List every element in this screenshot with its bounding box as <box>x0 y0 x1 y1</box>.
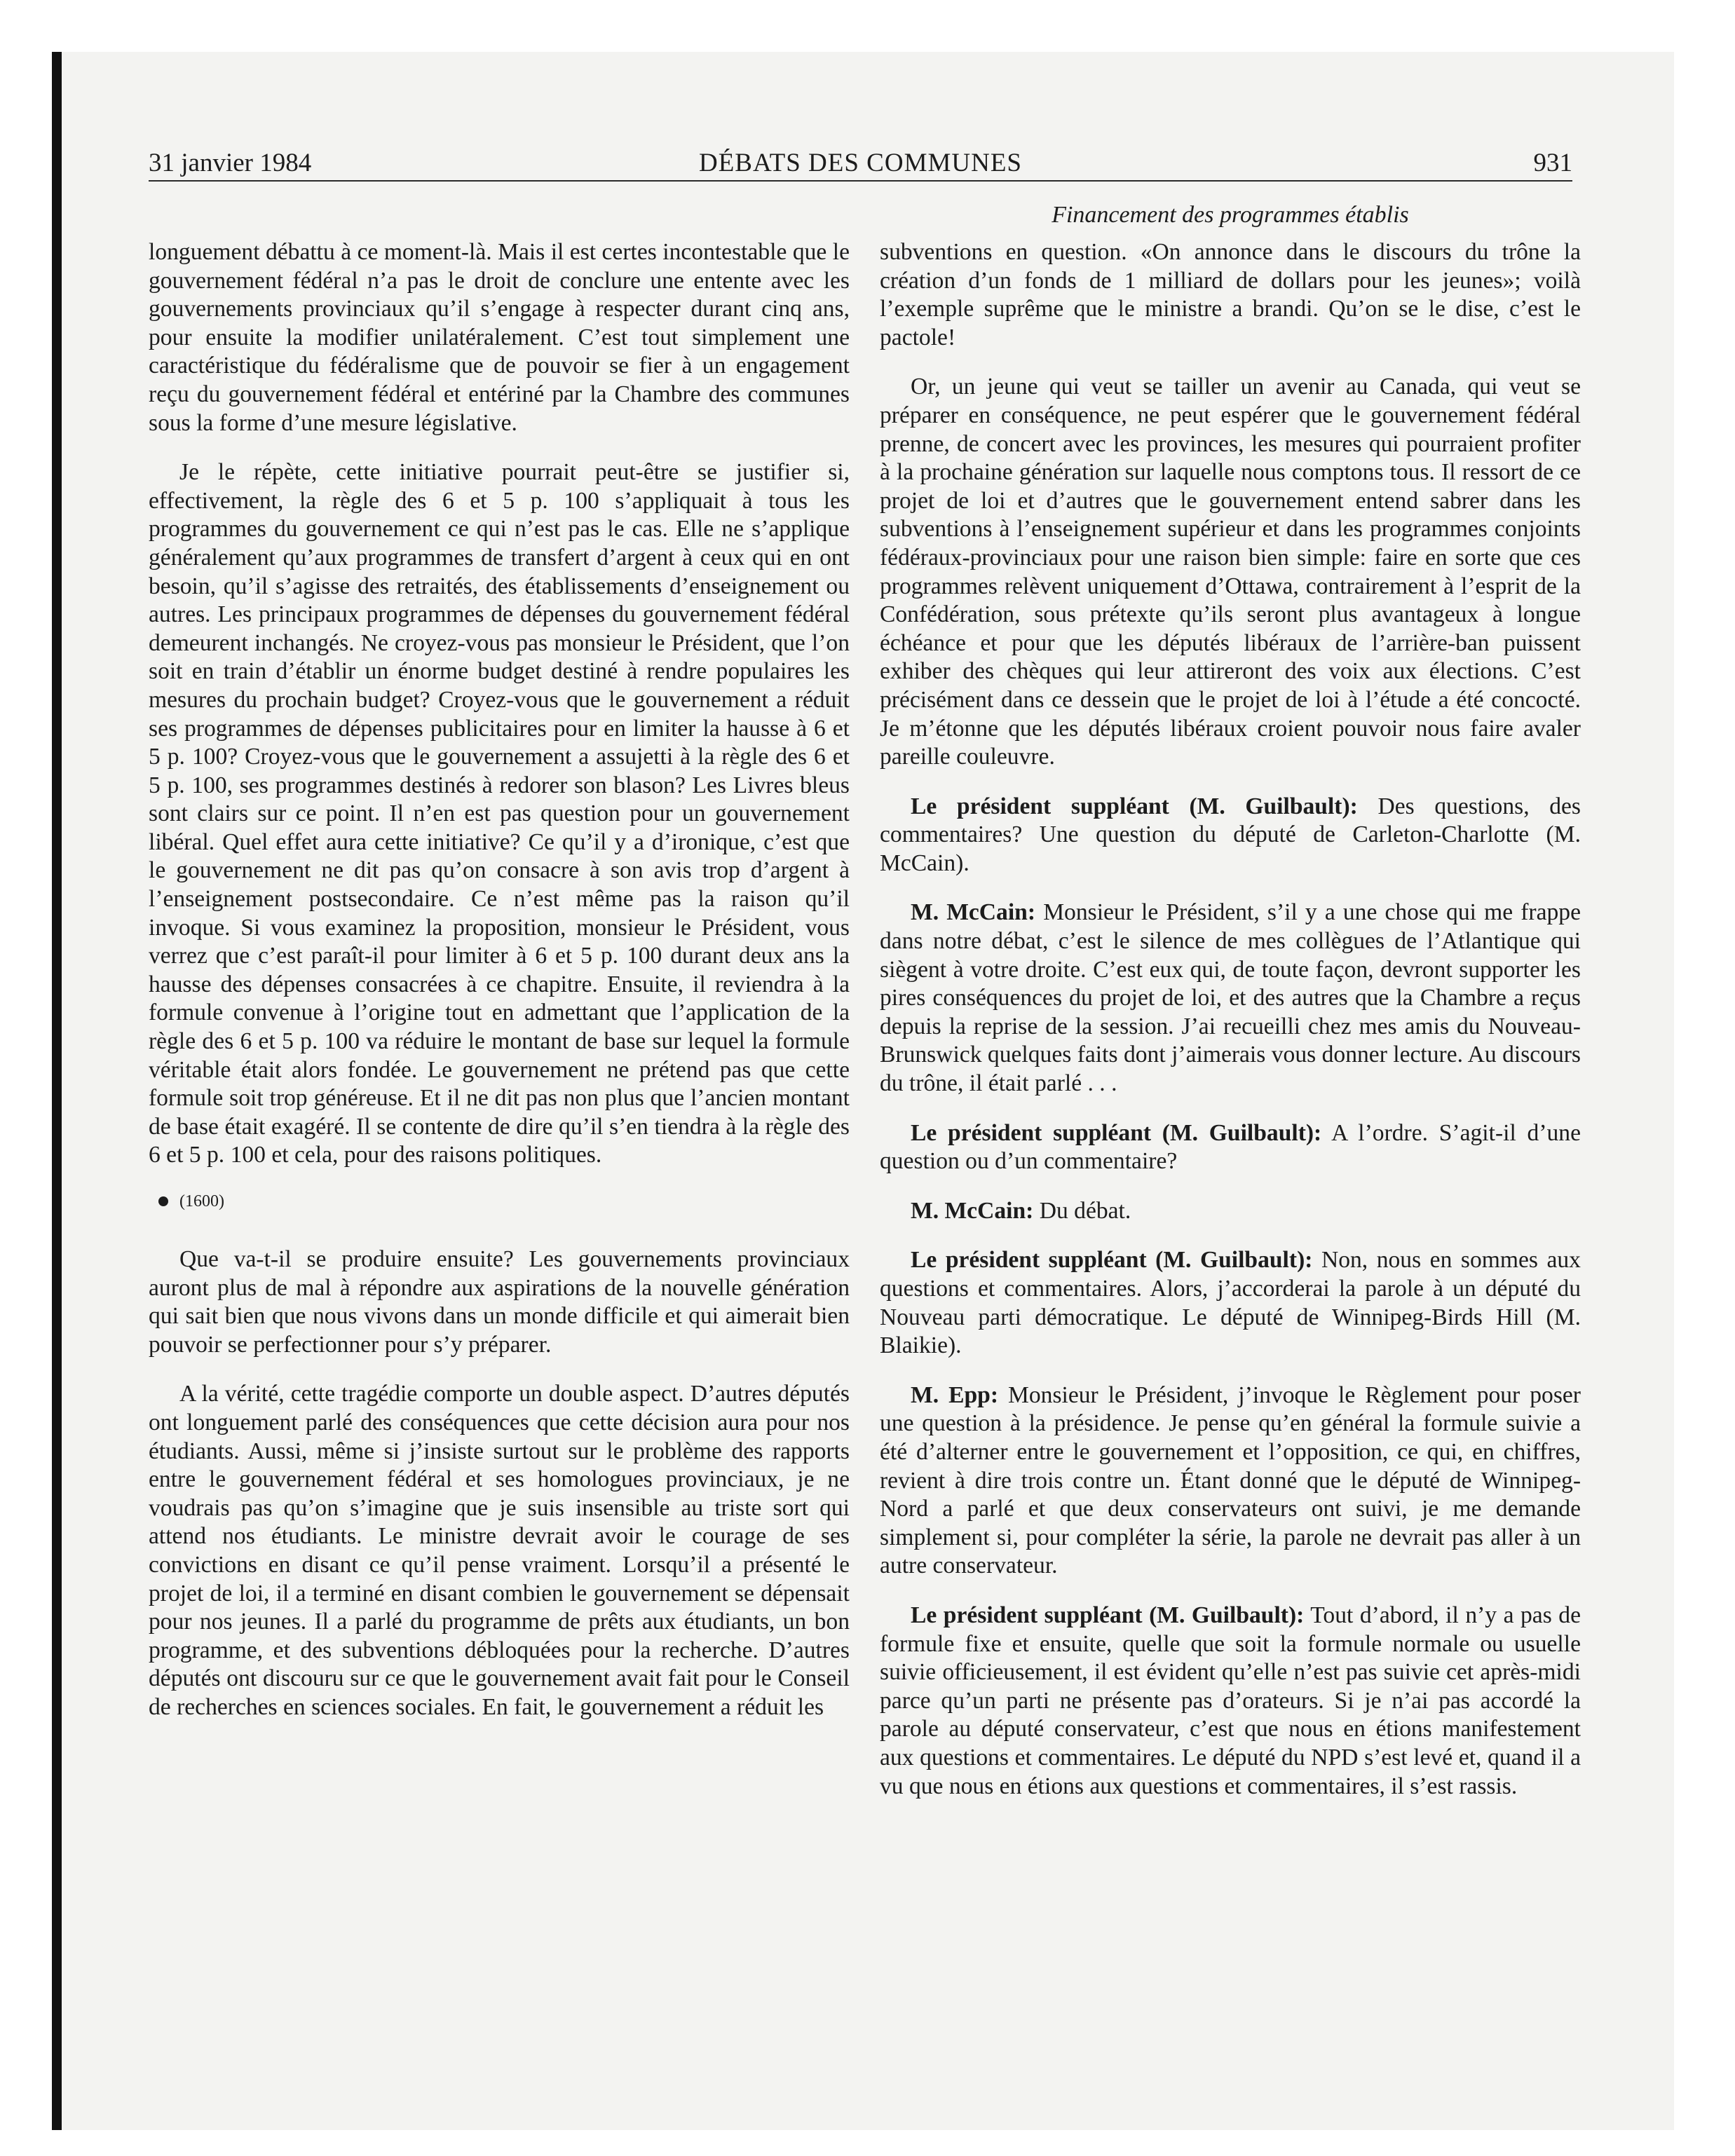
header-title: DÉBATS DES COMMUNES <box>698 149 1022 177</box>
speech-text: Du débat. <box>1039 1197 1131 1224</box>
speaker-name: Le président suppléant (M. Guilbault): <box>911 1247 1313 1274</box>
bullet-icon <box>158 1196 168 1206</box>
paragraph: longuement débattu à ce moment-là. Mais il est certes incontestable que le gouvernement fédéral n’a pas le droit de conclure une entente avec les gouvernements provinciaux qu’il s’engage à respecter durant cinq ans, pour ensuite la modifier unilatéralement. C’est tout simplement une caractéristique du fédéralisme que de pouvoir se fier à un engagement reçu du gouvernement fédéral et entériné par la Chambre des communes sous la forme d’une mesure législative. <box>149 239 850 436</box>
time-marker-label: (1600) <box>179 1192 224 1210</box>
speech-text: Monsieur le Président, s’il y a une chose qui me frappe dans notre débat, c’est le silence de mes collègues de l’Atlantique qui siègent à votre droite. C’est eux qui, de toute façon, devront supporter les pires conséquences du projet de loi, et des autres que la Chambre a reçus depuis la reprise de la session. J’ai recueilli chez mes amis du Nouveau-Brunswick quelques faits dont j’aimerais vous donner lecture. Au discours du trône, il était parlé . . . <box>880 899 1581 1097</box>
left-column <box>149 238 850 1743</box>
speech-text: Des questions, des commentaires? Une question du député de Carleton-Charlotte (M. McCain). <box>880 793 1581 876</box>
speaker-name: Le président suppléant (M. Guilbault): <box>911 1119 1322 1146</box>
paragraph: Or, un jeune qui veut se tailler un avenir au Canada, qui veut se préparer en conséquence, ne peut espérer que le gouvernement fédéral prenne, de concert avec les provinces, les mesures qui pourraient profiter à la prochaine génération sur laquelle nous comptons tous. Il ressort de ce projet de loi et d’autres que le gouvernement entend sabrer dans les subventions à l’enseignement supérieur et dans les programmes conjoints fédéraux-provinciaux pour une raison bien simple: faire en sorte que ces programmes relèvent uniquement d’Ottawa, contrairement à l’esprit de la Confédération, sous prétexte qu’ils seront plus avantageux à longue échéance et pour que les députés libéraux de l’arrière-ban puissent exhiber des chèques qui leur attireront des voix aux élections. C’est précisément dans ce dessein que le projet de loi à l’étude a été concocté. Je m’étonne que les députés libéraux croient pouvoir nous faire avaler pareille couleuvre. <box>880 374 1581 770</box>
speech <box>880 1197 1581 1226</box>
speaker-name: Le président suppléant (M. Guilbault): <box>911 793 1358 819</box>
time-marker <box>158 1191 850 1212</box>
speaker-name: M. Epp: <box>911 1381 999 1408</box>
speech <box>880 793 1581 878</box>
section-title: Financement des programmes établis <box>1052 202 1409 228</box>
speech-text: Monsieur le Président, j’invoque le Règlement pour poser une question à la présidence. Je pense qu’en général la formule suivie a été d’alterner entre le gouvernement et l’opposition, ce qui, en chiffres, revient à dire trois contre un. Étant donné que le député de Winnipeg-Nord a parlé et que deux conservateurs ont suivi, je me demande simplement si, pour compléter la série, la parole ne devrait pas aller à un autre conservateur. <box>880 1381 1581 1579</box>
speaker-name: Le président suppléant (M. Guilbault): <box>911 1602 1305 1628</box>
header-rule <box>149 180 1572 182</box>
speaker-name: M. McCain: <box>911 1197 1034 1224</box>
speech <box>880 1381 1581 1581</box>
speech-text: Non, nous en sommes aux questions et commentaires. Alors, j’accorderai la parole à un député du Nouveau parti démocratique. Le député de Winnipeg-Birds Hill (M. Blaikie). <box>880 1247 1581 1359</box>
header-date: 31 janvier 1984 <box>149 149 312 177</box>
speech <box>880 1246 1581 1360</box>
speech-text: Tout d’abord, il n’y a pas de formule fixe et ensuite, quelle que soit la formule normale ou usuelle suivie officieusement, il est évident qu’elle n’est pas suivie cet après-midi parce qu’un parti ne présente pas d’orateurs. Si je n’ai pas accordé la parole au député conservateur, c’est que nous en étions manifestement aux questions et commentaires. Le député du NPD s’est levé et, quand il a vu que nous en étions aux questions et commentaires, il s’est rassis. <box>880 1602 1581 1799</box>
paragraph: Que va-t-il se produire ensuite? Les gouvernements provinciaux auront plus de mal à répondre aux aspirations de la nouvelle génération qui sait bien que nous vivons dans un monde difficile et qui aimerait bien pouvoir se perfectionner pour s’y préparer. <box>149 1246 850 1358</box>
speech <box>880 1119 1581 1176</box>
right-column <box>880 238 1581 1822</box>
scan-edge <box>52 52 62 2130</box>
speech <box>880 899 1581 1098</box>
speech <box>880 1602 1581 1801</box>
speaker-name: M. McCain: <box>911 899 1036 926</box>
paragraph: Je le répète, cette initiative pourrait peut-être se justifier si, effectivement, la règle des 6 et 5 p. 100 s’appliquait à tous les programmes du gouvernement ce qui n’est pas le cas. Elle ne s’applique généralement qu’aux programmes de transfert d’argent à ceux qui en ont besoin, qu’il s’agisse des retraités, des établissements d’enseignement ou autres. Les principaux programmes de dépenses du gouvernement fédéral demeurent inchangés. Ne croyez-vous pas monsieur le Président, que l’on soit en train d’établir un énorme budget destiné à rendre populaires les mesures du prochain budget? Croyez-vous que le gouvernement a réduit ses programmes de dépenses publicitaires pour en limiter la hausse à 6 et 5 p. 100? Croyez-vous que le gouvernement a assujetti à la règle des 6 et 5 p. 100, ses programmes destinés à redorer son blason? Les Livres bleus sont clairs sur ce point. Il n’en est pas question pour un gouvernement libéral. Quel effet aura cette initiative? Ce qu’il y a d’ironique, c’est que le gouvernement ne dit pas qu’on consacre à son avis trop d’argent à l’enseignement postsecondaire. Ce n’est même pas la raison qu’il invoque. Si vous examinez la proposition, monsieur le Président, vous verrez que c’est paraît-il pour limiter à 6 et 5 p. 100 durant deux ans la hausse des dépenses consacrées à ce chapitre. Ensuite, il reviendra à la formule convenue à l’origine tout en admettant que l’application de la règle des 6 et 5 p. 100 va réduire le montant de base sur lequel la formule véritable était alors fondée. Le gouvernement ne prétend pas que cette formule soit trop généreuse. Et il ne dit pas non plus que l’ancien montant de base était exagéré. Il se contente de dire qu’il s’en tiendra à la règle des 6 et 5 p. 100 et cela, pour des raisons politiques. <box>149 459 850 1168</box>
page-header <box>149 146 1572 184</box>
speech-text: A l’ordre. S’agit-il d’une question ou d’un commentaire? <box>880 1119 1581 1175</box>
paragraph: A la vérité, cette tragédie comporte un double aspect. D’autres députés ont longuement parlé des conséquences que cette décision aura pour nos étudiants. Aussi, même si j’insiste surtout sur le problème des rapports entre le gouvernement fédéral et ses homologues provinciaux, je ne voudrais pas qu’on s’imagine que je suis insensible au triste sort qui attend nos étudiants. Le ministre devrait avoir le courage de ses convictions en disant ce qu’il pense vraiment. Lorsqu’il a présenté le projet de loi, il a terminé en disant combien le gouvernement se dépensait pour nos jeunes. Il a parlé du programme de prêts aux étudiants, un bon programme, et des subventions débloquées pour la recherche. D’autres députés ont discouru sur ce que le gouvernement avait fait pour le Conseil de recherches en sciences sociales. En fait, le gouvernement a réduit les <box>149 1381 850 1720</box>
paragraph: subventions en question. «On annonce dans le discours du trône la création d’un fonds de 1 milliard de dollars pour les jeunes»; voilà l’exemple suprême que le ministre a brandi. Qu’on se le dise, c’est le pactole! <box>880 239 1581 350</box>
header-page-number: 931 <box>1533 149 1572 177</box>
